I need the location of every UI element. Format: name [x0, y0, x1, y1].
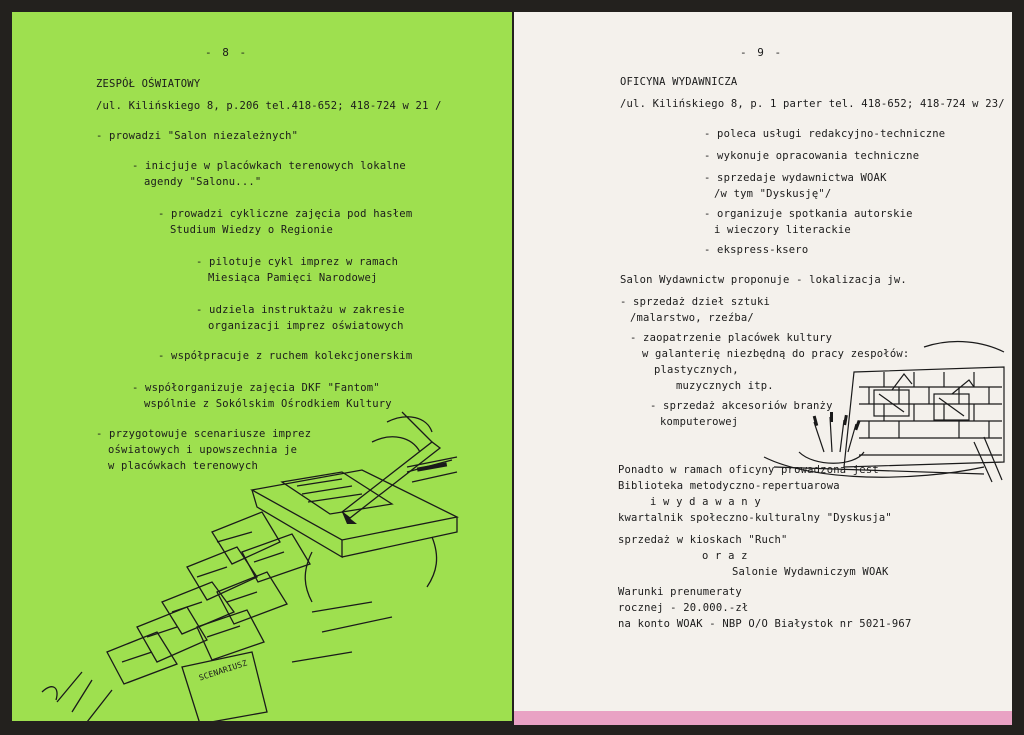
item-14: w placówkach terenowych	[108, 460, 258, 472]
extra-1: Biblioteka metodyczno-repertuarowa	[618, 480, 840, 492]
item-0: - prowadzi "Salon niezależnych"	[96, 130, 299, 142]
extra-5: o r a z	[702, 550, 748, 562]
extra-7: Warunki prenumeraty	[618, 586, 742, 598]
service-6: - ekspress-ksero	[704, 244, 809, 256]
heading-oficyna-wydawnicza: OFICYNA WYDAWNICZA	[620, 76, 738, 88]
item-6: Miesiąca Pamięci Narodowej	[208, 272, 378, 284]
item-8: organizacji imprez oświatowych	[208, 320, 404, 332]
salon-item-6: - sprzedaż akcesoriów branży	[650, 400, 833, 412]
salon-item-2: - zaopatrzenie placówek kultury	[630, 332, 833, 344]
desk-sketch-illustration	[12, 12, 512, 721]
salon-item-7: komputerowej	[660, 416, 739, 428]
salon-intro: Salon Wydawnictw proponuje - lokalizacja jw.	[620, 274, 907, 286]
extra-6: Salonie Wydawniczym WOAK	[732, 566, 889, 578]
address-right: /ul. Kilińskiego 8, p. 1 parter tel. 418-652; 418-724 w 23/	[620, 98, 1005, 110]
heading-zespol-oswiatowy: ZESPÓŁ OŚWIATOWY	[96, 78, 201, 90]
item-12: - przygotowuje scenariusze imprez	[96, 428, 312, 440]
service-2: - sprzedaje wydawnictwa WOAK	[704, 172, 887, 184]
item-5: - pilotuje cykl imprez w ramach	[196, 256, 399, 268]
item-4: Studium Wiedzy o Regionie	[170, 224, 334, 236]
extra-0: Ponadto w ramach oficyny prowadzona jest	[618, 464, 879, 476]
extra-8: rocznej - 20.000.-zł	[618, 602, 749, 614]
service-1: - wykonuje opracowania techniczne	[704, 150, 920, 162]
item-9: - współpracuje z ruchem kolekcjonerskim	[158, 350, 413, 362]
item-1: - inicjuje w placówkach terenowych lokalne	[132, 160, 406, 172]
service-4: - organizuje spotkania autorskie	[704, 208, 913, 220]
art-supplies-sketch-illustration	[514, 12, 1012, 721]
extra-2: i w y d a w a n y	[650, 496, 761, 508]
service-3: /w tym "Dyskusję"/	[714, 188, 832, 200]
salon-item-1: /malarstwo, rzeźba/	[630, 312, 754, 324]
salon-item-4: plastycznych,	[654, 364, 739, 376]
service-0: - poleca usługi redakcyjno-techniczne	[704, 128, 946, 140]
service-5: i wieczory literackie	[714, 224, 851, 236]
item-3: - prowadzi cykliczne zajęcia pod hasłem	[158, 208, 413, 220]
right-page	[514, 12, 1012, 721]
item-2: agendy "Salonu..."	[144, 176, 262, 188]
page-number-left: - 8 -	[205, 46, 249, 59]
salon-item-0: - sprzedaż dzieł sztuki	[620, 296, 770, 308]
page-number-right: - 9 -	[740, 46, 784, 59]
extra-9: na konto WOAK - NBP O/O Białystok nr 5021-967	[618, 618, 912, 630]
left-page	[12, 12, 512, 721]
salon-item-3: w galanterię niezbędną do pracy zespołów:	[642, 348, 910, 360]
item-10: - współorganizuje zajęcia DKF "Fantom"	[132, 382, 380, 394]
item-11: wspólnie z Sokólskim Ośrodkiem Kultury	[144, 398, 392, 410]
salon-item-5: muzycznych itp.	[676, 380, 774, 392]
sketch-label-scenariusz: SCENARIUSZ	[197, 658, 249, 683]
item-7: - udziela instruktażu w zakresie	[196, 304, 405, 316]
item-13: oświatowych i upowszechnia je	[108, 444, 298, 456]
extra-4: sprzedaż w kioskach "Ruch"	[618, 534, 788, 546]
extra-3: kwartalnik społeczno-kulturalny "Dyskusja"	[618, 512, 892, 524]
pink-page-edge	[514, 711, 1012, 725]
address-left: /ul. Kilińskiego 8, p.206 tel.418-652; 418-724 w 21 /	[96, 100, 442, 112]
